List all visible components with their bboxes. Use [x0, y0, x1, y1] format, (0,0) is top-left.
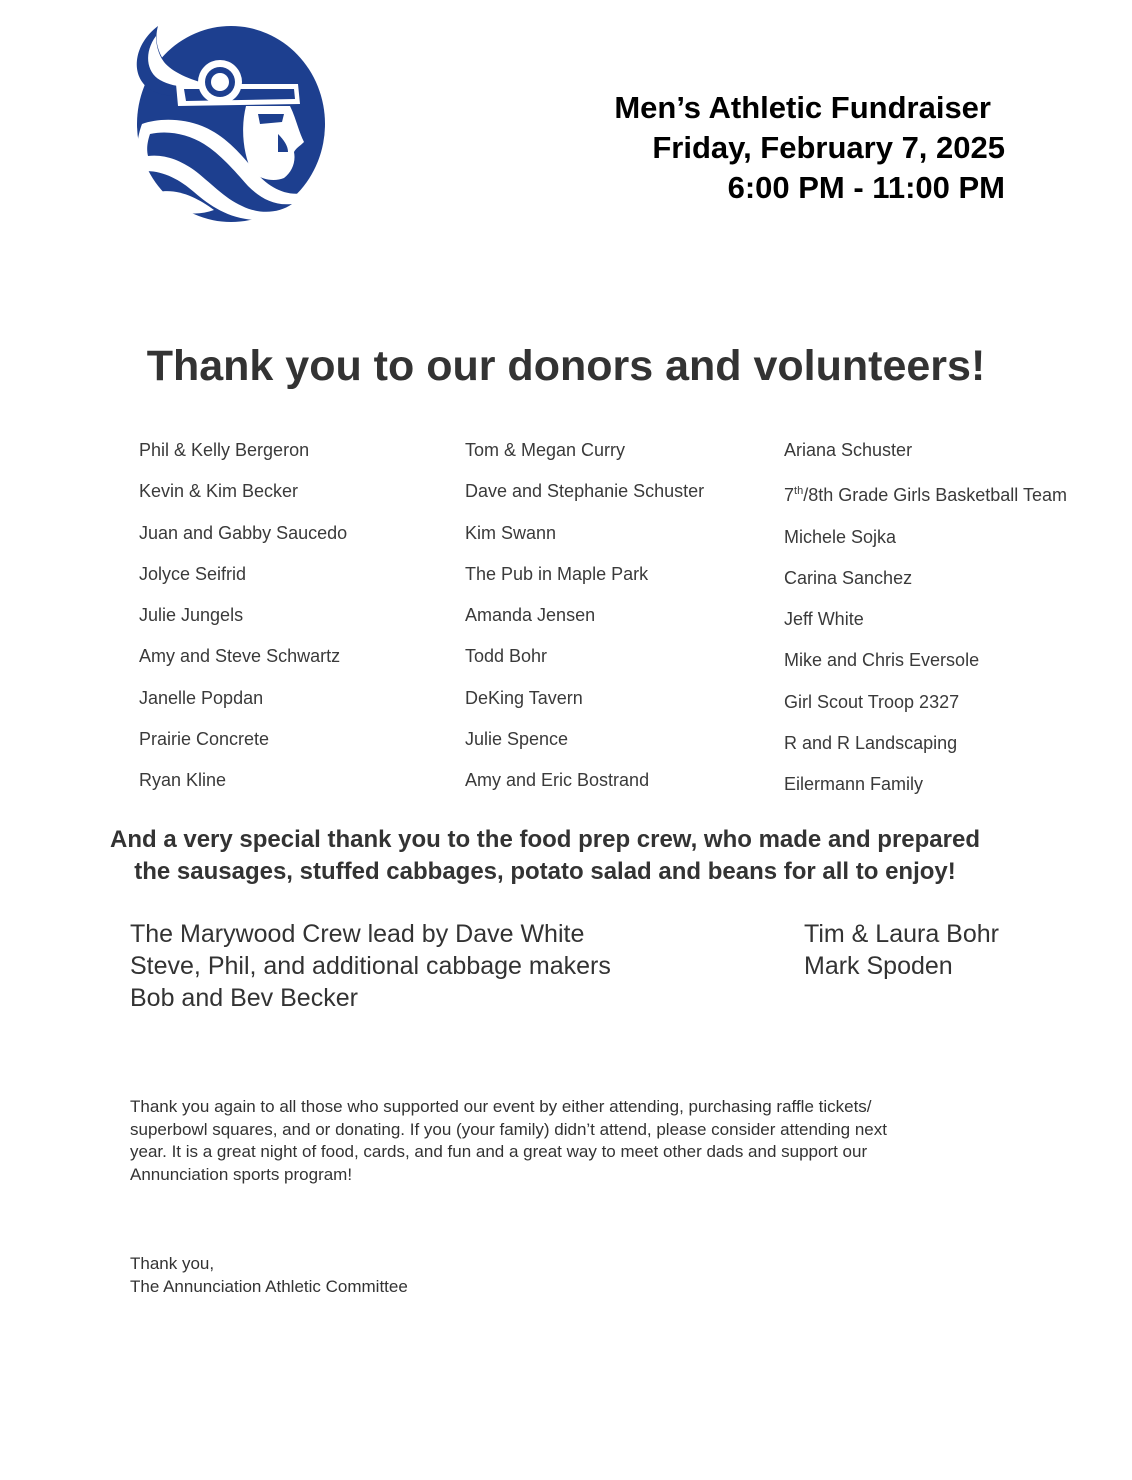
- donor-list-column-2: [465, 430, 704, 802]
- list-item: Todd Bohr: [465, 646, 548, 667]
- list-item: Julie Spence: [465, 729, 569, 750]
- food-crew-list-left: [130, 918, 611, 1014]
- list-item: 7th/8th Grade Girls Basketball Team: [784, 485, 1067, 506]
- list-item: Jeff White: [784, 609, 864, 630]
- event-header: [560, 88, 1005, 208]
- list-item: DeKing Tavern: [465, 687, 583, 708]
- list-item: Eilermann Family: [784, 774, 924, 795]
- list-item: Mike and Chris Eversole: [784, 650, 980, 671]
- list-item: Steve, Phil, and additional cabbage makers: [130, 952, 611, 980]
- list-item: Bob and Bev Becker: [130, 984, 358, 1012]
- closing-line: Annunciation sports program!: [130, 1164, 353, 1184]
- list-item: Phil & Kelly Bergeron: [139, 440, 310, 460]
- list-item: Ryan Kline: [139, 770, 227, 791]
- special-thanks-line: And a very special thank you to the food prep crew, who made and prepared: [110, 826, 980, 853]
- closing-line: Thank you again to all those who supported our event by either attending, purchasing raffle tickets/: [130, 1097, 872, 1116]
- list-item: Carina Sanchez: [784, 567, 913, 588]
- page-title: Thank you to our donors and volunteers!: [146, 342, 986, 390]
- event-date: Friday, February 7, 2025: [652, 130, 1005, 165]
- list-item: Janelle Popdan: [139, 687, 264, 708]
- closing-paragraph: [130, 1096, 990, 1186]
- list-item: Girl Scout Troop 2327: [784, 691, 960, 712]
- list-item: R and R Landscaping: [784, 733, 958, 754]
- list-item: Amy and Steve Schwartz: [139, 646, 341, 667]
- list-item: Mark Spoden: [804, 952, 953, 980]
- list-item: Michele Sojka: [784, 526, 897, 547]
- list-item: Tom & Megan Curry: [465, 440, 626, 460]
- event-title: Men’s Athletic Fundraiser: [614, 90, 991, 125]
- signoff-greeting: Thank you,: [130, 1254, 215, 1273]
- closing-line: superbowl squares, and or donating. If you (your family) didn’t attend, please consider attending next: [130, 1119, 887, 1139]
- special-thanks-line: the sausages, stuffed cabbages, potato salad and beans for all to enjoy!: [134, 858, 956, 885]
- list-item: Jolyce Seifrid: [139, 563, 247, 584]
- signoff-signature: The Annunciation Athletic Committee: [130, 1276, 408, 1296]
- list-item: Kim Swann: [465, 522, 557, 543]
- list-item: Julie Jungels: [139, 605, 244, 626]
- list-item: Prairie Concrete: [139, 729, 270, 750]
- viking-head-icon: [128, 22, 328, 226]
- list-item: The Marywood Crew lead by Dave White: [130, 920, 585, 948]
- list-item: Tim & Laura Bohr: [804, 920, 999, 948]
- closing-line: year. It is a great night of food, cards, and fun and a great way to meet other dads and support our: [130, 1142, 868, 1161]
- donor-list-column-1: [139, 430, 347, 802]
- list-item: The Pub in Maple Park: [465, 563, 649, 584]
- signoff: [130, 1253, 408, 1298]
- special-thanks-heading: [80, 824, 1010, 888]
- list-item: Kevin & Kim Becker: [139, 481, 299, 502]
- list-item: Ariana Schuster: [784, 440, 913, 460]
- food-crew-list-right: [804, 918, 999, 982]
- list-item: Dave and Stephanie Schuster: [465, 481, 705, 502]
- list-item: Amy and Eric Bostrand: [465, 770, 650, 791]
- event-time: 6:00 PM - 11:00 PM: [727, 170, 1005, 205]
- list-item: Amanda Jensen: [465, 605, 596, 626]
- school-logo: [128, 22, 328, 226]
- list-item: Juan and Gabby Saucedo: [139, 522, 348, 543]
- donor-list-column-3: [784, 430, 1067, 806]
